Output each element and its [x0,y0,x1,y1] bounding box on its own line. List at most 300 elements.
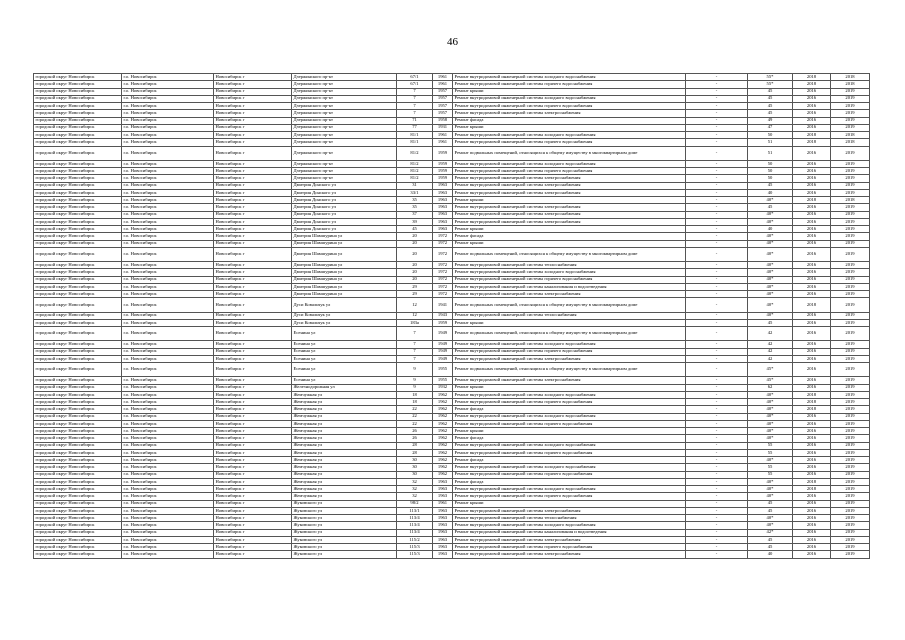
cell-y1: 2016 [793,327,831,341]
cell-city: Новосибирск г [214,363,292,377]
cell-street: Жемчужная ул [292,399,397,406]
table-row [34,189,870,196]
cell-district: городской округ Новосибирск [34,298,122,312]
cell-work: Ремонт внутридомовой инженерной системы электроснабжения [453,536,686,543]
cell-cost: 40* [748,406,793,413]
cell-y2: 2019 [831,464,870,471]
cell-y2: 2019 [831,124,870,131]
cell-district: городской округ Новосибирск [34,182,122,189]
cell-locality: г.о. Новосибирск [122,551,214,558]
cell-street: Жуковского ул [292,500,397,507]
cell-locality: г.о. Новосибирск [122,515,214,522]
cell-street: Жемчужная ул [292,486,397,493]
cell-cost: 40* [748,312,793,319]
cell-year: 1963 [433,544,453,551]
cell-city: Новосибирск г [214,551,292,558]
cell-city: Новосибирск г [214,298,292,312]
cell-district: городской округ Новосибирск [34,500,122,507]
table-row [34,124,870,131]
cell-cost: 40* [748,413,793,420]
cell-city: Новосибирск г [214,500,292,507]
cell-cost: 40* [748,457,793,464]
cell-year: 1958 [433,117,453,124]
cell-dash: - [686,327,748,341]
cell-work: Ремонт внутридомовой инженерной системы холодного водоснабжения [453,522,686,529]
cell-y1: 2016 [793,529,831,536]
cell-cost: 40* [748,276,793,283]
cell-dash: - [686,146,748,160]
cell-y1: 2016 [793,471,831,478]
cell-dash: - [686,283,748,290]
cell-city: Новосибирск г [214,457,292,464]
cell-y2: 2019 [831,240,870,247]
cell-dash: - [686,74,748,81]
cell-work: Ремонт фасада [453,117,686,124]
cell-house: 71 [397,117,433,124]
cell-city: Новосибирск г [214,413,292,420]
cell-house: 29 [397,283,433,290]
table-row [34,204,870,211]
cell-locality: г.о. Новосибирск [122,110,214,117]
cell-city: Новосибирск г [214,204,292,211]
cell-y1: 2016 [793,319,831,326]
cell-cost: 50 [748,168,793,175]
table-row [34,291,870,298]
cell-house: 30 [397,464,433,471]
cell-city: Новосибирск г [214,341,292,348]
cell-locality: г.о. Новосибирск [122,355,214,362]
cell-cost: 55* [748,81,793,88]
cell-year: 1932 [433,384,453,391]
cell-locality: г.о. Новосибирск [122,139,214,146]
cell-house: 7 [397,88,433,95]
cell-locality: г.о. Новосибирск [122,240,214,247]
cell-locality: г.о. Новосибирск [122,182,214,189]
cell-house: 67/1 [397,74,433,81]
cell-street: Дзержинского пр-кт [292,74,397,81]
cell-work: Ремонт фасада [453,406,686,413]
cell-house: 45 [397,226,433,233]
cell-cost: 40* [748,291,793,298]
table-row [34,399,870,406]
table-row [34,269,870,276]
cell-district: городской округ Новосибирск [34,110,122,117]
cell-y2: 2019 [831,312,870,319]
table-row [34,103,870,110]
cell-work: Ремонт крыши [453,197,686,204]
table-row [34,139,870,146]
cell-y2: 2019 [831,551,870,558]
cell-street: Жемчужная ул [292,471,397,478]
table-row [34,377,870,384]
cell-locality: г.о. Новосибирск [122,464,214,471]
cell-year: 1943 [433,312,453,319]
cell-district: городской округ Новосибирск [34,283,122,290]
cell-city: Новосибирск г [214,226,292,233]
cell-cost: 40* [748,493,793,500]
cell-work: Ремонт внутридомовой инженерной системы горячего водоснабжения [453,449,686,456]
cell-y2: 2019 [831,478,870,485]
cell-dash: - [686,551,748,558]
cell-work: Ремонт внутридомовой инженерной системы горячего водоснабжения [453,81,686,88]
cell-year: 1962 [433,406,453,413]
table-row [34,551,870,558]
cell-work: Ремонт фасада [453,457,686,464]
cell-y2: 2019 [831,146,870,160]
table-row [34,420,870,427]
cell-city: Новосибирск г [214,428,292,435]
cell-city: Новосибирск г [214,478,292,485]
cell-year: 1963 [433,189,453,196]
cell-cost: 55 [748,442,793,449]
cell-work: Ремонт внутридомовой инженерной системы электроснабжения [453,218,686,225]
cell-year: 1961 [433,132,453,139]
cell-locality: г.о. Новосибирск [122,478,214,485]
cell-district: городской округ Новосибирск [34,124,122,131]
cell-locality: г.о. Новосибирск [122,522,214,529]
cell-dash: - [686,428,748,435]
cell-district: городской округ Новосибирск [34,327,122,341]
table-row [34,413,870,420]
cell-dash: - [686,160,748,167]
cell-y1: 2018 [793,391,831,398]
cell-y1: 2016 [793,95,831,102]
cell-y1: 2016 [793,240,831,247]
cell-work: Ремонт подвальных помещений, относящихся к общему имуществу в многоквартирном доме [453,298,686,312]
cell-y1: 2016 [793,442,831,449]
cell-cost: 49 [748,117,793,124]
cell-house: 81/1 [397,132,433,139]
cell-locality: г.о. Новосибирск [122,291,214,298]
table-row [34,384,870,391]
cell-y1: 2016 [793,175,831,182]
table-row [34,478,870,485]
cell-district: городской округ Новосибирск [34,312,122,319]
cell-city: Новосибирск г [214,544,292,551]
table-row [34,515,870,522]
cell-district: городской округ Новосибирск [34,319,122,326]
cell-y1: 2018 [793,139,831,146]
cell-y2: 2019 [831,88,870,95]
cell-street: Дзержинского пр-кт [292,103,397,110]
cell-y1: 2016 [793,189,831,196]
cell-dash: - [686,139,748,146]
cell-dash: - [686,291,748,298]
cell-y1: 2018 [793,298,831,312]
cell-year: 1963 [433,515,453,522]
cell-street: Жуковского ул [292,536,397,543]
cell-work: Ремонт подвальных помещений, относящихся к общему имуществу в многоквартирном доме [453,363,686,377]
cell-locality: г.о. Новосибирск [122,319,214,326]
cell-dash: - [686,486,748,493]
cell-work: Ремонт внутридомовой инженерной системы холодного водоснабжения [453,413,686,420]
cell-locality: г.о. Новосибирск [122,312,214,319]
cell-cost: 40 [748,226,793,233]
cell-year: 1955 [433,377,453,384]
cell-locality: г.о. Новосибирск [122,391,214,398]
cell-y1: 2016 [793,377,831,384]
cell-district: городской округ Новосибирск [34,95,122,102]
table-row [34,283,870,290]
cell-work: Ремонт внутридомовой инженерной системы электроснабжения [453,551,686,558]
cell-y1: 2016 [793,211,831,218]
cell-street: Жуковского ул [292,522,397,529]
cell-y1: 2016 [793,522,831,529]
cell-work: Ремонт внутридомовой инженерной системы электроснабжения [453,175,686,182]
cell-street: Дзержинского пр-кт [292,95,397,102]
cell-cost: 40* [748,218,793,225]
cell-district: городской округ Новосибирск [34,218,122,225]
cell-dash: - [686,529,748,536]
cell-house: 39 [397,218,433,225]
cell-dash: - [686,341,748,348]
cell-y1: 2016 [793,544,831,551]
cell-work: Ремонт внутридомовой инженерной системы холодного водоснабжения [453,132,686,139]
cell-work: Ремонт крыши [453,88,686,95]
cell-district: городской округ Новосибирск [34,168,122,175]
cell-locality: г.о. Новосибирск [122,449,214,456]
cell-street: Дзержинского пр-кт [292,124,397,131]
cell-work: Ремонт внутридомовой инженерной системы теплоснабжения [453,312,686,319]
cell-house: 18 [397,391,433,398]
cell-house: 81/1 [397,139,433,146]
cell-y1: 2018 [793,399,831,406]
cell-work: Ремонт внутридомовой инженерной системы горячего водоснабжения [453,139,686,146]
cell-y1: 2016 [793,312,831,319]
cell-y1: 2016 [793,233,831,240]
cell-district: городской округ Новосибирск [34,464,122,471]
cell-locality: г.о. Новосибирск [122,160,214,167]
cell-y2: 2019 [831,391,870,398]
cell-cost: 40* [748,240,793,247]
cell-street: Дзержинского пр-кт [292,168,397,175]
table-row [34,262,870,269]
cell-cost: 55 [748,449,793,456]
cell-year: 1963 [433,478,453,485]
cell-y2: 2019 [831,204,870,211]
cell-y1: 2016 [793,124,831,131]
cell-street: Дзержинского пр-кт [292,132,397,139]
cell-cost: 40* [748,197,793,204]
cell-year: 1941 [433,298,453,312]
cell-y1: 2016 [793,291,831,298]
table-row [34,110,870,117]
cell-house: 28 [397,442,433,449]
cell-city: Новосибирск г [214,117,292,124]
cell-y1: 2016 [793,283,831,290]
cell-work: Ремонт внутридомовой инженерной системы электроснабжения [453,110,686,117]
cell-city: Новосибирск г [214,464,292,471]
cell-work: Ремонт внутридомовой инженерной системы горячего водоснабжения [453,493,686,500]
cell-year: 1957 [433,88,453,95]
cell-locality: г.о. Новосибирск [122,204,214,211]
cell-house: 81/2 [397,168,433,175]
cell-y2: 2019 [831,486,870,493]
cell-city: Новосибирск г [214,74,292,81]
cell-street: Жемчужная ул [292,420,397,427]
cell-locality: г.о. Новосибирск [122,536,214,543]
cell-street: Дмитрия Донского ул [292,197,397,204]
cell-locality: г.о. Новосибирск [122,262,214,269]
cell-y1: 2016 [793,182,831,189]
cell-city: Новосибирск г [214,218,292,225]
cell-locality: г.о. Новосибирск [122,81,214,88]
cell-y2: 2019 [831,341,870,348]
cell-work: Ремонт фасада [453,233,686,240]
cell-house: 7 [397,327,433,341]
cell-cost: 40* [748,391,793,398]
cell-y1: 2016 [793,449,831,456]
cell-locality: г.о. Новосибирск [122,218,214,225]
cell-work: Ремонт внутридомовой инженерной системы теплоснабжения [453,515,686,522]
cell-city: Новосибирск г [214,211,292,218]
cell-house: 32 [397,493,433,500]
cell-year: 1961 [433,74,453,81]
cell-dash: - [686,276,748,283]
cell-cost: 40* [748,399,793,406]
cell-dash: - [686,522,748,529]
cell-district: городской округ Новосибирск [34,355,122,362]
cell-year: 1949 [433,341,453,348]
table-row [34,449,870,456]
cell-work: Ремонт внутридомовой инженерной системы теплоснабжения [453,262,686,269]
cell-street: Дмитрия Шамшурина ул [292,276,397,283]
cell-y1: 2016 [793,269,831,276]
cell-house: 31 [397,182,433,189]
cell-district: городской округ Новосибирск [34,428,122,435]
cell-y2: 2019 [831,471,870,478]
cell-house: 32 [397,486,433,493]
table-row [34,197,870,204]
cell-dash: - [686,312,748,319]
cell-street: Жемчужная ул [292,442,397,449]
cell-work: Ремонт внутридомовой инженерной системы горячего водоснабжения [453,103,686,110]
cell-house: 98/2 [397,500,433,507]
cell-street: Дмитрия Шамшурина ул [292,240,397,247]
cell-cost: 40* [748,522,793,529]
cell-house: 29 [397,291,433,298]
cell-house: 20 [397,269,433,276]
cell-district: городской округ Новосибирск [34,457,122,464]
cell-house: 26 [397,435,433,442]
cell-y2: 2019 [831,182,870,189]
cell-district: городской округ Новосибирск [34,262,122,269]
table-row [34,276,870,283]
cell-city: Новосибирск г [214,139,292,146]
cell-dash: - [686,189,748,196]
cell-district: городской округ Новосибирск [34,88,122,95]
cell-house: 113/1 [397,507,433,514]
cell-work: Ремонт внутридомовой инженерной системы канализования и водоотведения [453,529,686,536]
table-row [34,117,870,124]
cell-district: городской округ Новосибирск [34,74,122,81]
cell-street: Дмитрия Донского ул [292,189,397,196]
cell-street: Жемчужная ул [292,449,397,456]
cell-work: Ремонт внутридомовой инженерной системы электроснабжения [453,189,686,196]
cell-work: Ремонт внутридомовой инженерной системы холодного водоснабжения [453,341,686,348]
cell-locality: г.о. Новосибирск [122,486,214,493]
cell-dash: - [686,500,748,507]
cell-district: городской округ Новосибирск [34,117,122,124]
cell-y2: 2019 [831,110,870,117]
table-row [34,168,870,175]
cell-y1: 2016 [793,493,831,500]
cell-dash: - [686,168,748,175]
cell-dash: - [686,95,748,102]
cell-city: Новосибирск г [214,291,292,298]
cell-district: городской округ Новосибирск [34,522,122,529]
cell-y2: 2019 [831,291,870,298]
cell-street: Дзержинского пр-кт [292,117,397,124]
cell-city: Новосибирск г [214,269,292,276]
cell-y2: 2019 [831,500,870,507]
cell-year: 1963 [433,218,453,225]
cell-street: Дуси Ковальчук ул [292,319,397,326]
cell-house: 30 [397,471,433,478]
cell-street: Дзержинского пр-кт [292,81,397,88]
cell-y2: 2019 [831,319,870,326]
cell-y1: 2016 [793,341,831,348]
cell-cost: 62 [748,384,793,391]
cell-year: 1963 [433,226,453,233]
cell-y2: 2019 [831,384,870,391]
cell-district: городской округ Новосибирск [34,529,122,536]
cell-house: 22 [397,420,433,427]
cell-cost: 45 [748,319,793,326]
cell-y1: 2016 [793,168,831,175]
cell-house: 81/2 [397,146,433,160]
cell-dash: - [686,124,748,131]
cell-district: городской округ Новосибирск [34,348,122,355]
cell-dash: - [686,117,748,124]
cell-y2: 2019 [831,435,870,442]
cell-y1: 2016 [793,117,831,124]
cell-city: Новосибирск г [214,276,292,283]
cell-y1: 2018 [793,197,831,204]
cell-y1: 2018 [793,74,831,81]
cell-house: 20 [397,233,433,240]
cell-district: городской округ Новосибирск [34,377,122,384]
cell-dash: - [686,435,748,442]
cell-work: Ремонт внутридомовой инженерной системы горячего водоснабжения [453,348,686,355]
cell-work: Ремонт фасада [453,478,686,485]
table-row [34,146,870,160]
cell-year: 1961 [433,500,453,507]
cell-dash: - [686,103,748,110]
cell-dash: - [686,363,748,377]
cell-y2: 2018 [831,81,870,88]
cell-cost: 45 [748,182,793,189]
cell-work: Ремонт внутридомовой инженерной системы электроснабжения [453,182,686,189]
cell-house: 7 [397,95,433,102]
cell-locality: г.о. Новосибирск [122,327,214,341]
cell-dash: - [686,218,748,225]
cell-city: Новосибирск г [214,240,292,247]
cell-district: городской округ Новосибирск [34,391,122,398]
cell-house: 35 [397,204,433,211]
cell-street: Дмитрия Шамшурина ул [292,233,397,240]
cell-y2: 2019 [831,218,870,225]
cell-y1: 2016 [793,384,831,391]
cell-dash: - [686,384,748,391]
cell-work: Ремонт внутридомовой инженерной системы электроснабжения [453,211,686,218]
table-row [34,132,870,139]
cell-year: 1962 [433,457,453,464]
table-row [34,298,870,312]
cell-work: Ремонт внутридомовой инженерной системы холодного водоснабжения [453,442,686,449]
cell-y1: 2016 [793,88,831,95]
cell-cost: 45 [748,110,793,117]
